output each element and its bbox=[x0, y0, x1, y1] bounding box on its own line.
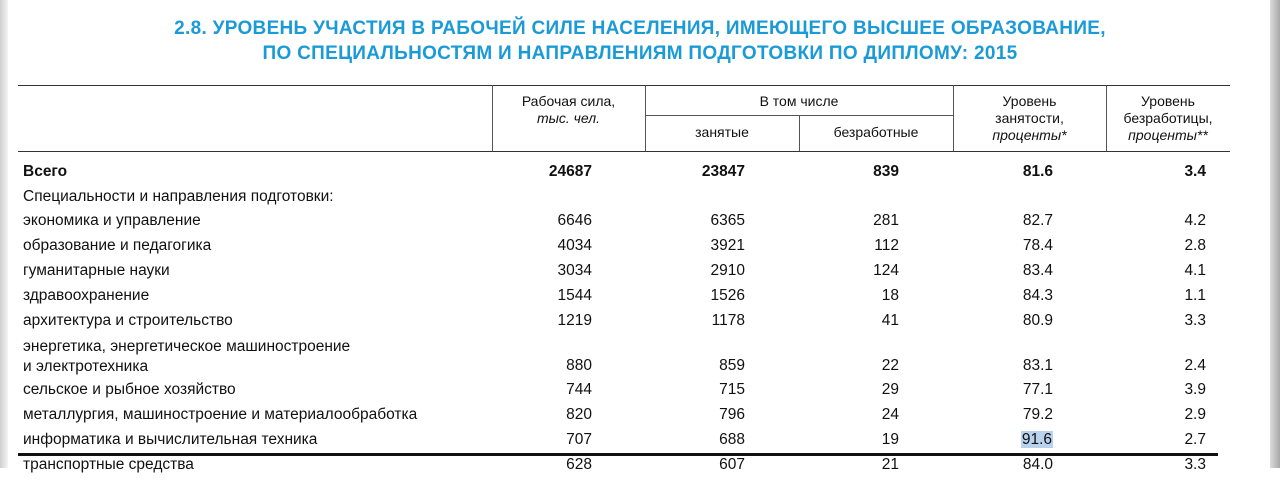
header-employment-rate: Уровень занятости, проценты* bbox=[992, 93, 1067, 143]
cell-employed: 607 bbox=[719, 456, 745, 473]
cell-employed: 688 bbox=[719, 431, 745, 448]
cell-labor-force: 628 bbox=[566, 456, 592, 473]
cell-employment-rate: 78.4 bbox=[1022, 237, 1053, 254]
cell-labor-force: 880 bbox=[566, 357, 592, 374]
cell-employment-rate: 84.3 bbox=[1022, 287, 1053, 304]
cell-employed: 1178 bbox=[711, 312, 745, 329]
table-row bbox=[0, 262, 1280, 286]
row-label: образование и педагогика bbox=[23, 237, 212, 254]
row-label: здравоохранение bbox=[23, 287, 150, 304]
cell-unemployed: 22 bbox=[881, 357, 899, 374]
cell-employed: 23847 bbox=[701, 163, 745, 180]
table-row bbox=[0, 381, 1280, 405]
cell-employment-rate: 81.6 bbox=[1022, 163, 1053, 180]
cell-unemployment-rate: 3.3 bbox=[1184, 312, 1206, 329]
table-row bbox=[0, 237, 1280, 261]
table-row bbox=[0, 287, 1280, 311]
cell-labor-force: 707 bbox=[566, 431, 592, 448]
cell-employment-rate: 83.4 bbox=[1022, 262, 1053, 279]
cell-unemployed: 112 bbox=[874, 237, 899, 254]
cell-employed: 1526 bbox=[710, 287, 745, 304]
cell-unemployed: 19 bbox=[881, 431, 899, 448]
header-bottom-rule bbox=[18, 151, 1230, 152]
cell-unemployed: 839 bbox=[873, 163, 899, 180]
table-row bbox=[0, 337, 1280, 381]
section-heading bbox=[0, 188, 1280, 212]
cell-labor-force: 744 bbox=[566, 381, 592, 398]
selected-text-highlight[interactable]: 91.6 bbox=[1021, 431, 1052, 448]
row-label: архитектура и строительство bbox=[23, 312, 233, 329]
cell-unemployment-rate: 3.3 bbox=[1184, 456, 1206, 473]
cell-unemployed: 124 bbox=[873, 262, 899, 279]
cell-employed: 859 bbox=[719, 357, 745, 374]
table-row bbox=[0, 212, 1280, 236]
cell-employed: 715 bbox=[719, 381, 745, 398]
cell-labor-force: 3034 bbox=[557, 262, 592, 279]
row-label: сельское и рыбное хозяйство bbox=[23, 381, 236, 398]
header-employed: занятые bbox=[695, 124, 749, 140]
cell-employed: 3921 bbox=[710, 237, 745, 254]
header-including: В том числе bbox=[759, 93, 839, 109]
cell-employment-rate: 83.1 bbox=[1022, 357, 1053, 374]
cell-unemployed: 281 bbox=[873, 212, 899, 229]
header-top-rule bbox=[18, 85, 1230, 86]
cell-labor-force: 24687 bbox=[548, 163, 592, 180]
cell-unemployment-rate: 2.9 bbox=[1184, 406, 1206, 423]
section-label: Специальности и направления подготовки: bbox=[23, 188, 334, 205]
cell-employment-rate: 79.2 bbox=[1022, 406, 1053, 423]
row-label: энергетика, энергетическое машиностроение и электротехника bbox=[23, 338, 351, 375]
cell-unemployment-rate: 2.7 bbox=[1184, 431, 1206, 448]
cell-unemployment-rate: 4.1 bbox=[1184, 262, 1206, 279]
table-row bbox=[0, 312, 1280, 336]
cell-employed: 6365 bbox=[710, 212, 745, 229]
cell-employment-rate: 82.7 bbox=[1022, 212, 1053, 229]
row-label: экономика и управление bbox=[23, 212, 201, 229]
cell-employment-rate: 84.0 bbox=[1022, 456, 1053, 473]
row-label: гуманитарные науки bbox=[23, 262, 170, 279]
header-labor-force: Рабочая сила, тыс. чел. bbox=[521, 93, 616, 126]
cell-unemployment-rate: 4.2 bbox=[1184, 212, 1206, 229]
row-label: информатика и вычислительная техника bbox=[23, 431, 318, 448]
table-title-line2: ПО СПЕЦИАЛЬНОСТЯМ И НАПРАВЛЕНИЯМ ПОДГОТОВКИ ПО ДИПЛОМУ: 2015 bbox=[262, 43, 1018, 64]
cell-unemployment-rate: 2.8 bbox=[1184, 237, 1206, 254]
cell-labor-force: 1219 bbox=[557, 312, 592, 329]
cell-unemployment-rate: 1.1 bbox=[1184, 287, 1206, 304]
cell-employment-rate: 80.9 bbox=[1022, 312, 1053, 329]
cell-employment-rate bbox=[953, 431, 1053, 449]
cell-labor-force: 4034 bbox=[557, 237, 592, 254]
row-label: Всего bbox=[23, 163, 68, 180]
header-unemployment-rate: Уровень безработицы, проценты** bbox=[1123, 93, 1213, 143]
cell-unemployed: 24 bbox=[881, 406, 899, 423]
cell-unemployed: 29 bbox=[881, 381, 899, 398]
cell-unemployment-rate: 3.9 bbox=[1184, 381, 1206, 398]
table-title-line1: 2.8. УРОВЕНЬ УЧАСТИЯ В РАБОЧЕЙ СИЛЕ НАСЕЛЕНИЯ, ИМЕЮЩЕГО ВЫСШЕЕ ОБРАЗОВАНИЕ, bbox=[174, 18, 1106, 39]
cell-employed: 2910 bbox=[710, 262, 745, 279]
table-row-total bbox=[0, 163, 1280, 187]
cell-labor-force: 6646 bbox=[557, 212, 592, 229]
cell-employed: 796 bbox=[719, 406, 745, 423]
row-label: металлургия, машиностроение и материалообработка bbox=[23, 406, 418, 423]
table-row bbox=[0, 431, 1280, 455]
cell-employment-rate: 77.1 bbox=[1022, 381, 1053, 398]
cell-labor-force: 1544 bbox=[557, 287, 592, 304]
table-row bbox=[0, 456, 1280, 480]
cell-unemployed: 18 bbox=[881, 287, 899, 304]
cell-unemployed: 41 bbox=[881, 312, 899, 329]
cell-unemployed: 21 bbox=[881, 456, 899, 473]
header-unemployed: безработные bbox=[833, 124, 919, 140]
table-row bbox=[0, 406, 1280, 430]
cell-labor-force: 820 bbox=[566, 406, 592, 423]
row-label: транспортные средства bbox=[23, 456, 194, 473]
cell-unemployment-rate: 2.4 bbox=[1184, 357, 1206, 374]
cell-unemployment-rate: 3.4 bbox=[1184, 163, 1206, 180]
